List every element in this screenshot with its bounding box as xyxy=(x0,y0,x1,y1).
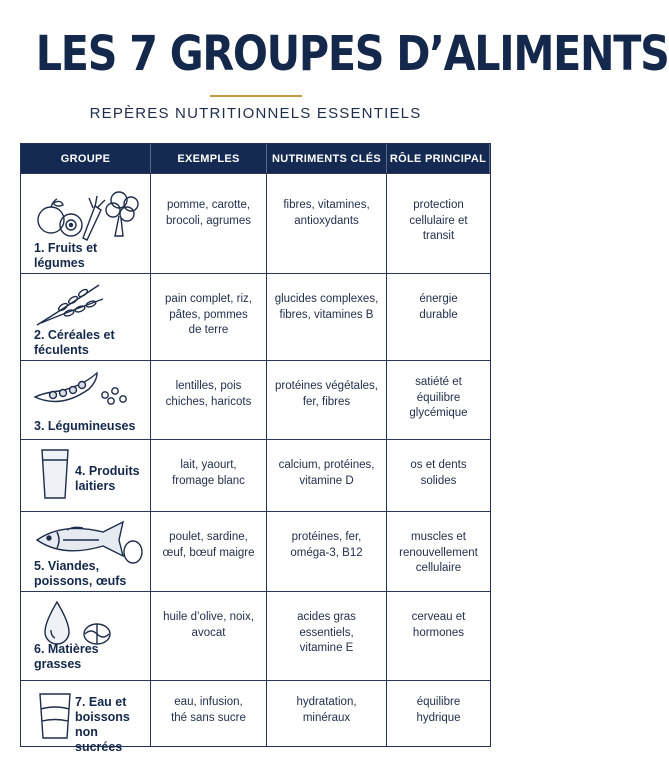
nutrients-cell: fibres, vitamines, antioxydants xyxy=(267,173,387,273)
group-name: 7. Eau et boissons non sucrées xyxy=(75,695,130,754)
nutrients-cell: acides gras essentiels, vitamine E xyxy=(267,591,387,680)
header-exemples: EXEMPLES xyxy=(151,144,267,173)
header-nutriments: NUTRIMENTS CLÉS xyxy=(267,144,387,173)
wheat-icon xyxy=(33,279,108,327)
examples-cell: pain complet, riz, pâtes, pommes de terre xyxy=(151,273,267,360)
pea-pod-icon xyxy=(31,367,131,412)
group-name: 2. Céréales et féculents xyxy=(34,328,115,357)
nutrients-cell: hydratation, minéraux xyxy=(267,680,387,746)
examples-cell: eau, infusion, thé sans sucre xyxy=(151,680,267,746)
oil-drop-walnut-icon xyxy=(41,600,113,648)
table-row-group-cell xyxy=(21,173,151,273)
table-row-group-cell xyxy=(21,511,151,591)
table-row-group-cell xyxy=(21,680,151,754)
nutrients-cell: protéines végétales, fer, fibres xyxy=(267,360,387,439)
group-name: 3. Légumineuses xyxy=(34,419,136,433)
nutrients-cell: glucides complexes, fibres, vitamines B xyxy=(267,273,387,360)
table-row-group-cell xyxy=(21,591,151,680)
table-row-group-cell xyxy=(21,273,151,360)
role-cell: protection cellulaire et transit xyxy=(387,173,490,273)
examples-cell: huile d’olive, noix, avocat xyxy=(151,591,267,680)
group-name: 6. Matières grasses xyxy=(34,642,99,671)
milk-glass-icon xyxy=(39,447,71,501)
role-cell: énergie durable xyxy=(387,273,490,360)
food-groups-table xyxy=(20,143,491,754)
page-subtitle: REPÈRES NUTRITIONNELS ESSENTIELS xyxy=(89,105,422,122)
page-title: LES 7 GROUPES D’ALIMENTS xyxy=(35,26,669,82)
role-cell: satiété et équilibre glycémique xyxy=(387,360,490,439)
group-name: 1. Fruits et légumes xyxy=(34,241,98,270)
group-name: 5. Viandes, poissons, œufs xyxy=(34,559,127,588)
role-cell: cerveau et hormones xyxy=(387,591,490,680)
fruits-vegetables-icon xyxy=(33,184,143,242)
title-divider xyxy=(210,95,302,97)
examples-cell: poulet, sardine, œuf, bœuf maigre xyxy=(151,511,267,591)
role-cell: os et dents solides xyxy=(387,439,490,511)
examples-cell: lentilles, pois chiches, haricots xyxy=(151,360,267,439)
role-cell: muscles et renouvellement cellulaire xyxy=(387,511,490,591)
header-role: RÔLE PRINCIPAL xyxy=(387,144,490,173)
nutrients-cell: protéines, fer, oméga-3, B12 xyxy=(267,511,387,591)
header-groupe: GROUPE xyxy=(21,144,151,173)
examples-cell: pomme, carotte, brocoli, agrumes xyxy=(151,173,267,273)
group-name: 4. Produits laitiers xyxy=(75,464,140,493)
table-row-group-cell xyxy=(21,360,151,439)
nutrients-cell: calcium, protéines, vitamine D xyxy=(267,439,387,511)
role-cell: équilibre hydrique xyxy=(387,680,490,746)
table-row-group-cell xyxy=(21,439,151,511)
examples-cell: lait, yaourt, fromage blanc xyxy=(151,439,267,511)
water-glass-icon xyxy=(37,691,73,741)
